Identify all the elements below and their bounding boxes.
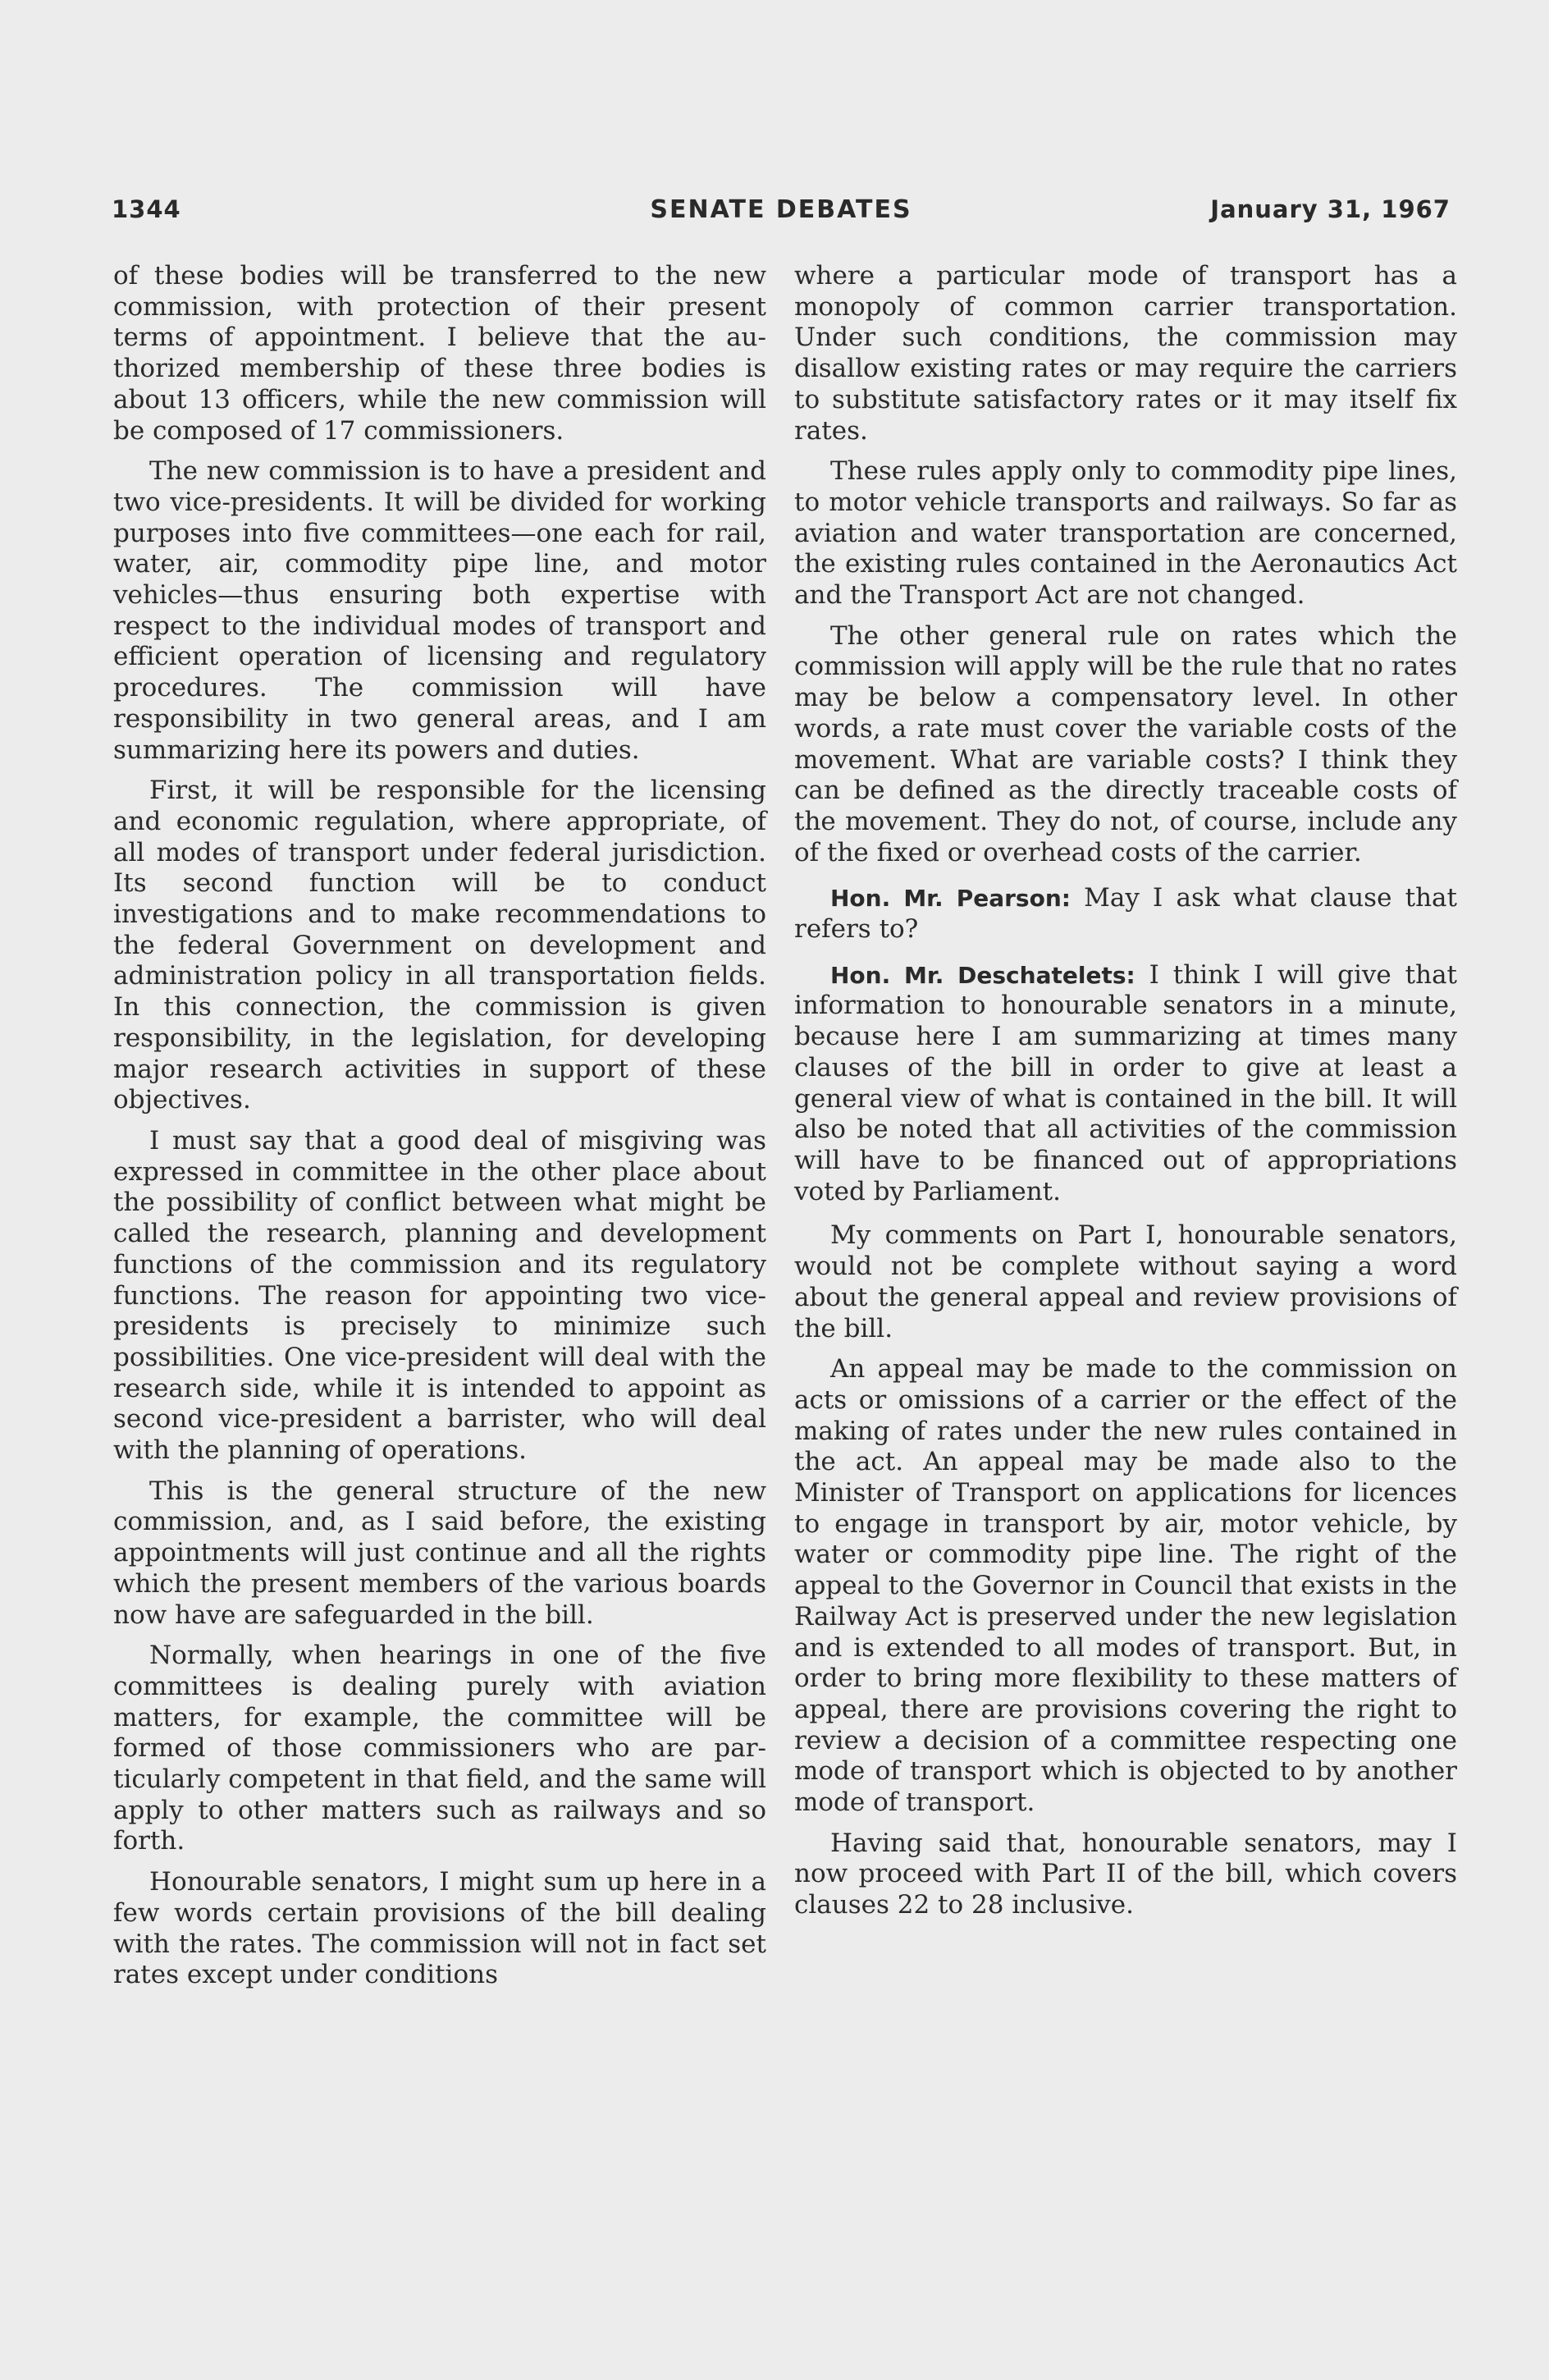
- paragraph: An appeal may be made to the commission on acts or omissions of a carrier or the effect of the making of rates under the new rules contained in the act. An appeal may be made also to the Minister of Transport on applications for licences to engage in transport by air, motor vehicle, by water or commodity pipe line. The right of the appeal to the Governor in Council that exists in the Railway Act is preserved under the new legislation and is extended to all modes of transport. But, in order to bring more flexibility to these matters of appeal, there are provisions covering the right to review a decision of a committee respecting one mode of transport which is objected to by another mode of transport.: [794, 1354, 1457, 1818]
- header-date: January 31, 1967: [1210, 195, 1451, 223]
- speech-deschatelets: [794, 960, 1457, 1208]
- page-header: [112, 195, 1451, 236]
- paragraph: I must say that a good deal of misgiving was expressed in committee in the other place about the possibility of conflict between what might be called the research, planning and development functions of the commission and its regulatory functions. The reason for appointing two vice-presidents is precisely to minimize such possibilities. One vice-president will deal with the research side, while it is intended to appoint as second vice-president a barrister, who will deal with the planning of operations.: [113, 1125, 766, 1466]
- left-column: [113, 261, 766, 2001]
- speaker-name: Hon. Mr. Pearson:: [830, 885, 1071, 913]
- paragraph: This is the general structure of the new commission, and, as I said before, the existing appointments will just continue and all the rights which the present members of the various boards now have are safeguarded in the bill.: [113, 1476, 766, 1630]
- paragraph: My comments on Part I, honourable senators, would not be complete without saying a word about the general appeal and review provisions of the bill.: [794, 1220, 1457, 1343]
- speaker-name: Hon. Mr. Deschatelets:: [830, 961, 1135, 989]
- speech-pearson: [794, 883, 1457, 945]
- running-title: SENATE DEBATES: [650, 195, 912, 224]
- paragraph: The other general rule on rates which the commission will apply will be the rule that no rates may be below a compensatory level. In other words, a rate must cover the variable costs of the movement. What are variable costs? I think they can be defined as the directly traceable costs of the movement. They do not, of course, include any of the fixed or overhead costs of the carrier.: [794, 620, 1457, 867]
- page-number: 1344: [112, 195, 181, 223]
- paragraph: Having said that, honourable senators, may I now proceed with Part II of the bill, which covers clauses 22 to 28 inclusive.: [794, 1828, 1457, 1920]
- speech-text: May I ask what clause that refers to?: [794, 883, 1457, 945]
- paragraph: Normally, when hearings in one of the five committees is dealing purely with aviation matters, for example, the committee will be formed of those commissioners who are particularly competent in that field, and the same will apply to other matters such as railways and so forth.: [113, 1641, 766, 1856]
- paragraph: First, it will be responsible for the licensing and economic regulation, where appropriate, of all modes of transport under federal jurisdiction. Its second function will be to conduct investigations and to make recommendations to the federal Government on development and administration policy in all transportation fields. In this connection, the commission is given responsibility, in the legislation, for developing major research activities in support of these objectives.: [113, 776, 766, 1115]
- paragraph: of these bodies will be transferred to the new commission, with protection of their present terms of appointment. I believe that the authorized membership of these three bodies is about 13 officers, while the new commission will be composed of 17 commissioners.: [113, 261, 766, 446]
- paragraph: The new commission is to have a president and two vice-presidents. It will be divided for working purposes into five committees—one each for rail, water, air, commodity pipe line, and motor vehicles—thus ensuring both expertise with respect to the individual modes of transport and efficient operation of licensing and regulatory procedures. The commission will have responsibility in two general areas, and I am summarizing here its powers and duties.: [113, 456, 766, 765]
- paragraph: where a particular mode of transport has a monopoly of common carrier transportation. Under such conditions, the commission may disallow existing rates or may require the carriers to substitute satisfactory rates or it may itself fix rates.: [794, 261, 1457, 446]
- speech-text: I think I will give that information to honourable senators in a minute, because here I am summarizing at times many clauses of the bill in order to give at least a general view of what is contained in the bill. It will also be noted that all activities of the commission will have to be financed out of appropriations voted by Parliament.: [794, 959, 1458, 1206]
- right-column: [794, 261, 1457, 1931]
- paragraph: These rules apply only to commodity pipe lines, to motor vehicle transports and railways. So far as aviation and water transportation are concerned, the existing rules contained in the Aeronautics Act and the Transport Act are not changed.: [794, 456, 1457, 611]
- paragraph: Honourable senators, I might sum up here in a few words certain provisions of the bill dealing with the rates. The commission will not in fact set rates except under conditions: [113, 1867, 766, 1990]
